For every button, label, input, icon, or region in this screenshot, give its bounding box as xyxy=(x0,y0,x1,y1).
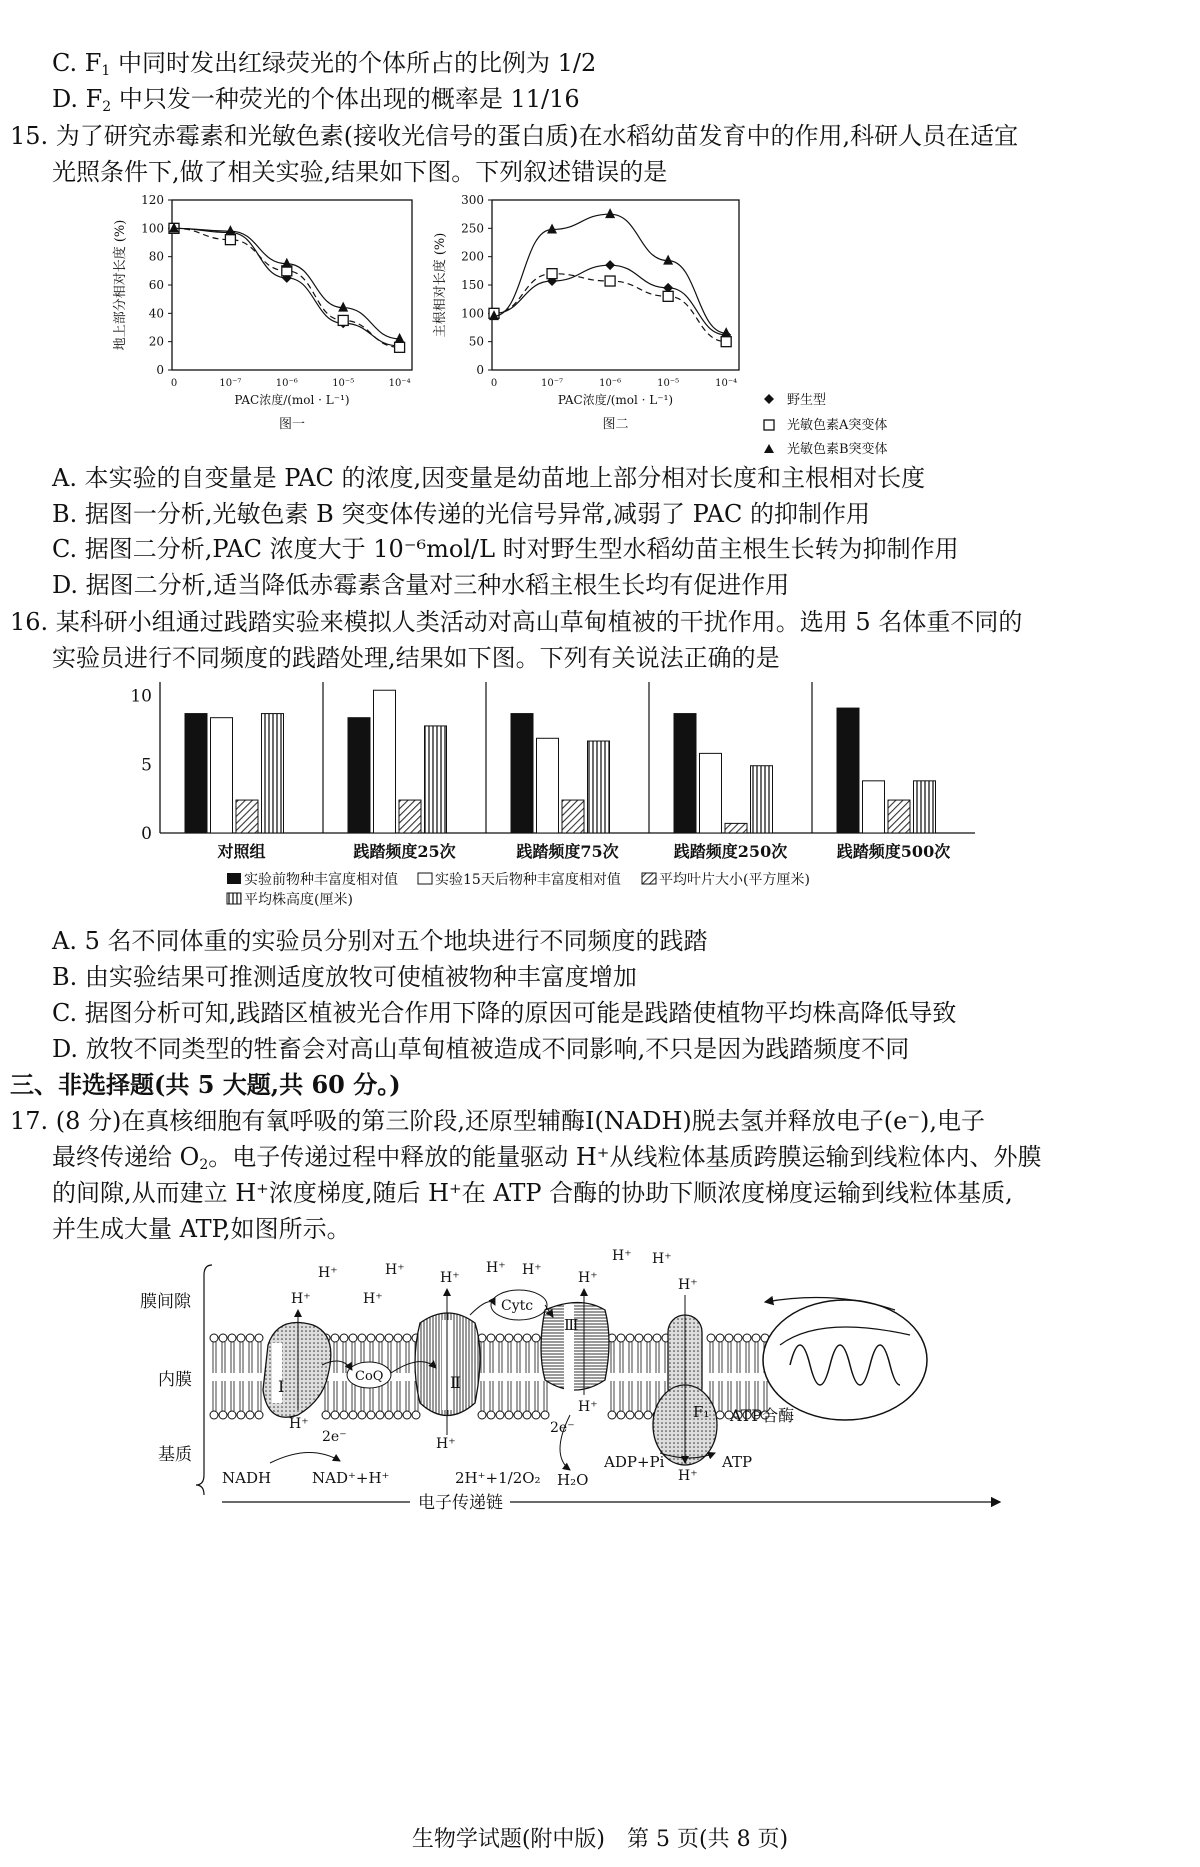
svg-text:H⁺: H⁺ xyxy=(440,1270,460,1286)
y-axis-label: 主根相对长度 (%) xyxy=(433,232,448,338)
y-tick-label: 300 xyxy=(461,193,484,207)
svg-text:H⁺: H⁺ xyxy=(363,1291,383,1307)
y-tick-label: 200 xyxy=(461,249,484,264)
bar-chart-plot xyxy=(130,682,975,861)
data-point xyxy=(663,255,673,265)
electron-label-1: 2e⁻ xyxy=(322,1429,347,1445)
data-point xyxy=(225,225,235,235)
electron-transport-diagram xyxy=(0,1245,1200,1815)
series-line xyxy=(174,228,400,338)
q16-stem-line1: 16. 某科研小组通过践踏实验来模拟人类活动对高山草甸植被的干扰作用。选用 5 名体重不同的 xyxy=(10,608,1023,636)
bar xyxy=(914,781,936,833)
y-tick-label: 0 xyxy=(476,363,484,377)
data-point xyxy=(605,276,615,286)
bar xyxy=(511,714,533,833)
svg-text:H⁺: H⁺ xyxy=(318,1265,338,1281)
legend-marker-a xyxy=(764,420,774,430)
bar xyxy=(348,718,370,833)
q16-bar-chart xyxy=(0,670,1200,920)
legend-mutant-a: 光敏色素A突变体 xyxy=(787,418,888,433)
q16-option-a: A. 5 名不同体重的实验员分别对五个地块进行不同频度的践踏 xyxy=(52,927,708,955)
bar xyxy=(837,708,859,833)
bar xyxy=(700,753,722,833)
adp-label: ADP+Pi xyxy=(604,1453,665,1471)
y-tick-label: 60 xyxy=(148,278,164,292)
data-point xyxy=(547,269,557,279)
legend-after: 实验15天后物种丰富度相对值 xyxy=(435,872,621,888)
y-axis-label: 地上部分相对长度 (%) xyxy=(113,219,128,351)
category-label: 践踏频度25次 xyxy=(353,842,456,861)
x-tick-label: 10⁻⁶ xyxy=(275,378,298,389)
legend-wild: 野生型 xyxy=(787,393,827,408)
svg-text:H⁺: H⁺ xyxy=(522,1262,542,1278)
bar xyxy=(674,714,696,833)
bar xyxy=(236,800,258,833)
q15-option-b: B. 据图一分析,光敏色素 B 突变体传递的光信号异常,减弱了 PAC 的抑制作用 xyxy=(52,500,870,528)
y-tick-label: 100 xyxy=(141,221,164,236)
bar xyxy=(562,800,584,833)
legend-swatch-before xyxy=(227,873,241,884)
x-tick-label: 10⁻⁵ xyxy=(657,378,680,389)
x-tick-label: 0 xyxy=(170,378,178,389)
y-tick-label: 0 xyxy=(156,363,164,377)
nadh-label: NADH xyxy=(222,1469,272,1487)
y-tick-label: 40 xyxy=(148,306,164,321)
data-point xyxy=(721,337,731,347)
x-axis-label: PAC浓度/(mol · L⁻¹) xyxy=(557,393,674,407)
q15-option-c: C. 据图二分析,PAC 浓度大于 10⁻⁶mol/L 时对野生型水稻幼苗主根生长转为抑制作用 xyxy=(52,535,959,563)
electron-transport-chain-label: 电子传递链 xyxy=(418,1493,503,1513)
bar xyxy=(537,738,559,833)
bar xyxy=(211,718,233,833)
atp-synthase-label: ATP合酶 xyxy=(730,1406,795,1425)
y-tick-label: 80 xyxy=(148,249,164,264)
prev-option-c: C. $F_1$ 中同时发出红绿荧光的个体所占的比例为 1/2 xyxy=(52,49,597,79)
y-tick-label: 250 xyxy=(461,221,484,236)
complex-1-label: Ⅰ xyxy=(278,1377,285,1396)
legend-marker-b xyxy=(764,444,774,453)
mitochondrion xyxy=(763,1300,927,1420)
bar xyxy=(185,714,207,833)
complex-2-label: Ⅱ xyxy=(450,1373,461,1392)
bar xyxy=(374,690,396,833)
water-label: H₂O xyxy=(557,1471,589,1489)
y-tick-label: 50 xyxy=(468,334,484,349)
q15-figures xyxy=(0,190,1200,460)
f1-label: F₁ xyxy=(693,1403,710,1421)
x-axis-label: PAC浓度/(mol · L⁻¹) xyxy=(234,393,350,407)
legend-swatch-height xyxy=(227,893,241,904)
data-point xyxy=(395,333,405,343)
x-tick-label: 10⁻⁷ xyxy=(541,378,564,389)
bar xyxy=(725,823,747,833)
data-point xyxy=(605,260,615,270)
section-3-heading: 三、非选择题(共 5 大题,共 60 分。) xyxy=(10,1070,401,1099)
bar xyxy=(262,714,284,833)
plot-frame xyxy=(172,200,412,370)
series-line xyxy=(494,214,726,333)
y-tick-label: 5 xyxy=(141,755,152,776)
x-tick-label: 10⁻⁴ xyxy=(388,378,411,389)
chart-title: 图一 xyxy=(278,417,306,432)
legend-marker-wild xyxy=(764,394,774,404)
category-label: 践踏频度500次 xyxy=(836,842,951,861)
complex-3-label: Ⅲ xyxy=(564,1316,579,1334)
data-point xyxy=(547,223,557,233)
q17-line1: 17. (8 分)在真核细胞有氧呼吸的第三阶段,还原型辅酶Ⅰ(NADH)脱去氢并释放电子(e⁻),电子 xyxy=(10,1107,985,1135)
svg-text:H⁺: H⁺ xyxy=(486,1260,506,1276)
left-brace xyxy=(196,1265,212,1495)
atp-label: ATP xyxy=(722,1453,753,1471)
category-label: 践踏频度250次 xyxy=(673,842,788,861)
data-point xyxy=(338,302,348,312)
bar xyxy=(751,766,773,833)
x-tick-label: 0 xyxy=(490,378,498,389)
q15-option-d: D. 据图二分析,适当降低赤霉素含量对三种水稻主根生长均有促进作用 xyxy=(52,571,790,599)
coq-label: CoQ xyxy=(355,1369,384,1384)
data-point xyxy=(663,291,673,301)
label-matrix: 基质 xyxy=(158,1445,192,1465)
data-point xyxy=(282,258,292,268)
x-tick-label: 10⁻⁵ xyxy=(332,378,355,389)
svg-text:H⁺: H⁺ xyxy=(385,1262,405,1278)
bar-legend xyxy=(227,871,810,908)
q16-option-d: D. 放牧不同类型的牲畜会对高山草甸植被造成不同影响,不只是因为践踏频度不同 xyxy=(52,1035,910,1063)
legend-height: 平均株高度(厘米) xyxy=(244,892,353,908)
svg-text:H⁺: H⁺ xyxy=(678,1277,698,1293)
legend-mutant-b: 光敏色素B突变体 xyxy=(787,442,888,457)
legend-swatch-after xyxy=(418,873,432,884)
legend-swatch-leaf xyxy=(642,873,656,884)
figure-1 xyxy=(112,193,412,432)
data-point xyxy=(395,342,405,352)
y-tick-label: 150 xyxy=(461,278,484,292)
q15-stem-line1: 15. 为了研究赤霉素和光敏色素(接收光信号的蛋白质)在水稻幼苗发育中的作用,科研人员在适宜 xyxy=(10,122,1019,150)
svg-text:H⁺: H⁺ xyxy=(612,1248,632,1264)
svg-text:H⁺: H⁺ xyxy=(436,1436,456,1452)
chart-title: 图二 xyxy=(602,417,629,432)
category-label: 对照组 xyxy=(217,842,266,861)
svg-text:H⁺: H⁺ xyxy=(291,1291,311,1307)
y-tick-label: 20 xyxy=(148,334,164,349)
q15-option-a: A. 本实验的自变量是 PAC 的浓度,因变量是幼苗地上部分相对长度和主根相对长度 xyxy=(52,464,926,492)
q16-option-b: B. 由实验结果可推测适度放牧可使植被物种丰富度增加 xyxy=(52,963,637,991)
nad-label: NAD⁺+H⁺ xyxy=(312,1469,390,1487)
page-footer: 生物学试题(附中版) 第 5 页(共 8 页) xyxy=(411,1827,789,1852)
y-tick-label: 10 xyxy=(130,686,152,707)
bar xyxy=(888,800,910,833)
data-point xyxy=(605,208,615,218)
prev-option-d: D. $F_2$ 中只发一种荧光的个体出现的概率是 11/16 xyxy=(52,85,580,115)
category-label: 践踏频度75次 xyxy=(516,842,619,861)
series-line xyxy=(174,228,400,346)
bar xyxy=(425,726,447,833)
svg-text:H⁺: H⁺ xyxy=(289,1416,309,1432)
q16-stem-line2: 实验员进行不同频度的践踏处理,结果如下图。下列有关说法正确的是 xyxy=(52,644,780,672)
figure-legend xyxy=(764,392,925,460)
q17-line2: 最终传递给 $O_2$。电子传递过程中释放的能量驱动 H⁺从线粒体基质跨膜运输到线粒体内、外膜 xyxy=(52,1143,1042,1173)
legend-leaf: 平均叶片大小(平方厘米) xyxy=(659,872,810,888)
x-tick-label: 10⁻⁷ xyxy=(219,378,242,389)
q17-line3: 的间隙,从而建立 H⁺浓度梯度,随后 H⁺在 ATP 合酶的协助下顺浓度梯度运输到线粒体基质, xyxy=(52,1179,1013,1207)
bar xyxy=(399,800,421,833)
bar xyxy=(863,781,885,833)
x-tick-label: 10⁻⁴ xyxy=(715,378,738,389)
svg-text:H⁺: H⁺ xyxy=(652,1251,672,1267)
y-tick-label: 120 xyxy=(141,193,164,207)
label-inner-membrane: 内膜 xyxy=(158,1370,192,1390)
figure-2 xyxy=(432,193,739,432)
y-tick-label: 0 xyxy=(141,824,152,844)
data-point xyxy=(225,235,235,245)
q15-stem-line2: 光照条件下,做了相关实验,结果如下图。下列叙述错误的是 xyxy=(52,158,668,186)
series-line xyxy=(174,228,400,347)
y-tick-label: 100 xyxy=(461,306,484,321)
electron-label-2: 2e⁻ xyxy=(550,1420,575,1436)
cytc-label: Cytc xyxy=(501,1298,534,1314)
legend-before: 实验前物种丰富度相对值 xyxy=(244,872,398,888)
q16-option-c: C. 据图分析可知,践踏区植被光合作用下降的原因可能是践踏使植物平均株高降低导致 xyxy=(52,999,957,1027)
svg-text:H⁺: H⁺ xyxy=(578,1399,598,1415)
svg-text:H⁺: H⁺ xyxy=(678,1468,698,1484)
q17-line4: 并生成大量 ATP,如图所示。 xyxy=(52,1215,351,1243)
x-tick-label: 10⁻⁶ xyxy=(599,378,622,389)
oxygen-label: 2H⁺+1/2O₂ xyxy=(455,1469,541,1487)
label-intermembrane: 膜间隙 xyxy=(140,1292,191,1312)
svg-text:H⁺: H⁺ xyxy=(578,1270,598,1286)
data-point xyxy=(338,315,348,325)
bar xyxy=(588,741,610,833)
